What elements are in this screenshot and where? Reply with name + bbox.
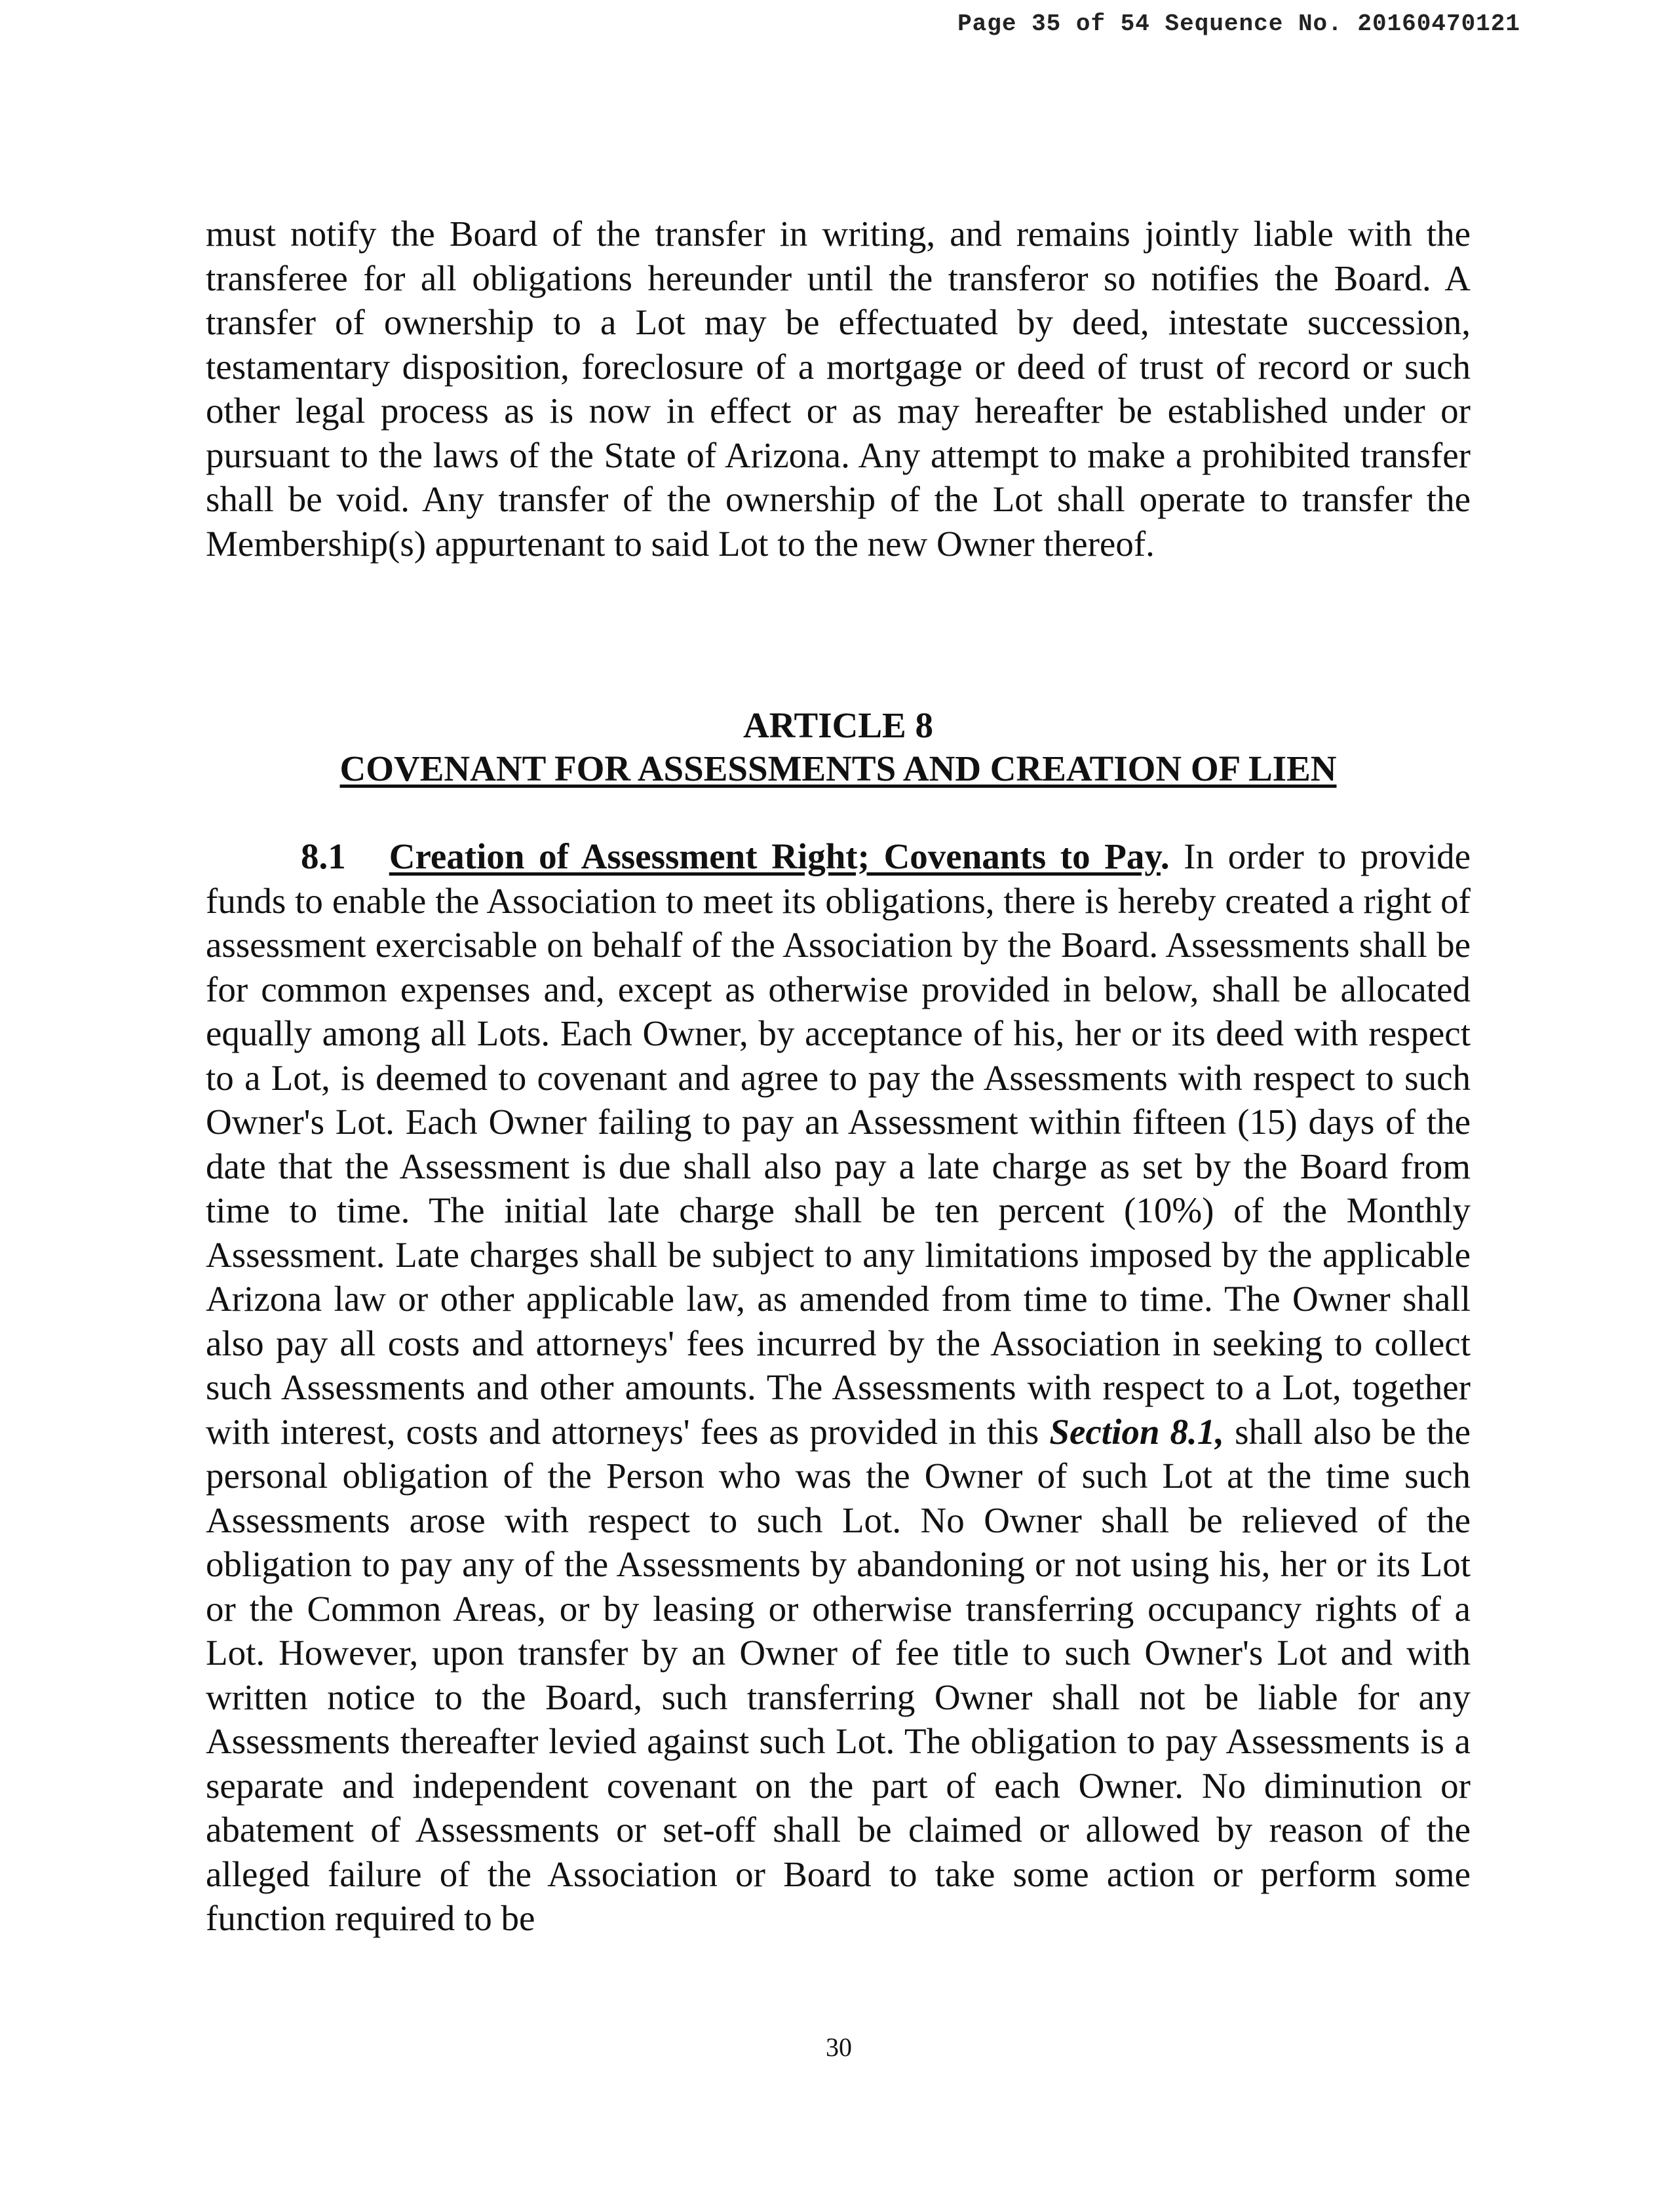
article-number: ARTICLE 8 [743,705,933,745]
section-title-punctuation: . [1160,836,1170,876]
section-text-part-b: shall also be the personal obligation of the Person who was the Owner of such Lot at the time such Assessments arose with respect to such Lot. No Owner shall be relieved of the obligation to pay any of the Assessments by abandoning or not using his, her or its Lot or the Common Areas, or by leasing or otherwise transferring occupancy rights of a Lot. However, upon transfer by an Owner of fee title to such Owner's Lot and with written notice to the Board, such transferring Owner shall not be liable for any Assessments thereafter levied against such Lot. The obligation to pay Assessments is a separate and independent covenant on the part of each Owner. No diminution or abatement of Assessments or set-off shall be claimed or allowed by reason of the alleged failure of the Association or Board to take some action or perform some function required to be [206,1411,1471,1938]
section-number: 8.1 [301,836,346,876]
section-text-part-a: In order to provide funds to enable the Association to meet its obligations, there is hereby created a right of assessment exercisable on behalf of the Association by the Board. Assessments shall be for common expenses and, except as otherwise provided in below, shall be allocated equally among all Lots. Each Owner, by acceptance of his, her or its deed with respect to a Lot, is deemed to covenant and agree to pay the Assessments with respect to such Owner's Lot. Each Owner failing to pay an Assessment within fifteen (15) days of the date that the Assessment is due shall also pay a late charge as set by the Board from time to time. The initial late charge shall be ten percent (10%) of the Monthly Assessment. Late charges shall be subject to any limitations imposed by the applicable Arizona law or other applicable law, as amended from time to time. The Owner shall also pay all costs and attorneys' fees incurred by the Association in seeking to collect such Assessments and other amounts. The Assessments with respect to a Lot, together with interest, costs and attorneys' fees as provided in this [206,836,1471,1452]
page-number: 30 [826,2032,852,2062]
section-8-1-paragraph [206,834,1471,1941]
article-title: COVENANT FOR ASSESSMENTS AND CREATION OF LIEN [339,748,1337,788]
continuation-paragraph: must notify the Board of the transfer in writing, and remains jointly liable with the transferee for all obligations hereunder until the transferor so notifies the Board. A transfer of ownership to a Lot may be effectuated by deed, intestate succession, testamentary disposition, foreclosure of a mortgage or deed of trust of record or such other legal process as is now in effect or as may hereafter be established under or pursuant to the laws of the State of Arizona. Any attempt to make a prohibited transfer shall be void. Any transfer of the ownership of the Lot shall operate to transfer the Membership(s) appurtenant to said Lot to the new Owner thereof. [206,214,1471,564]
page-sequence-stamp: Page 35 of 54 Sequence No. 20160470121 [957,10,1520,37]
article-heading [206,704,1471,790]
section-title: Creation of Assessment Right; Covenants to Pay [389,836,1161,876]
section-cross-reference: Section 8.1, [1049,1411,1225,1452]
